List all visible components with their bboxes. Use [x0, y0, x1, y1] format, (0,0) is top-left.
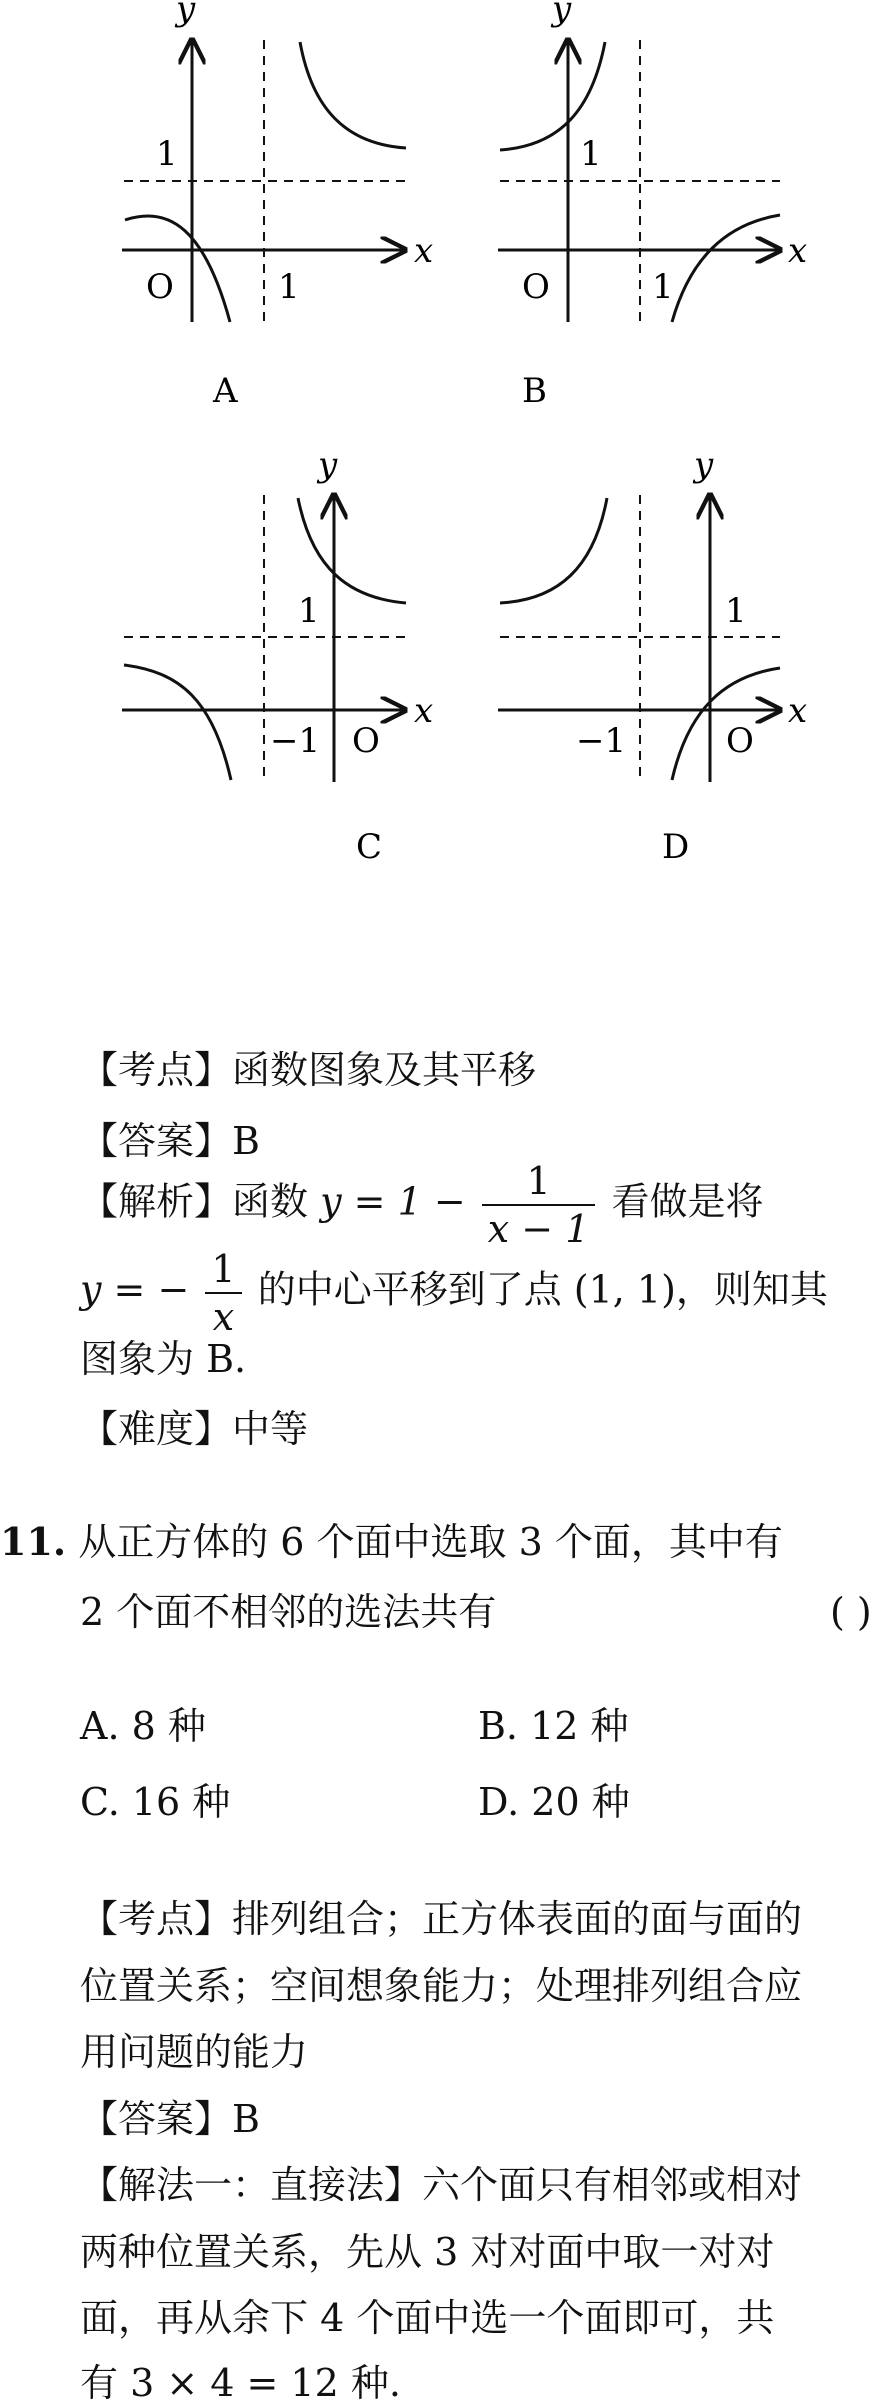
analysis-text: 的中心平移到了点 (1, 1)，则知其 — [257, 1267, 828, 1312]
answer-tag: 【答案】 — [80, 1119, 233, 1163]
graph-d-xtick: −1 — [576, 721, 627, 761]
graph-d-label: D — [662, 827, 690, 867]
graph-a-origin: O — [146, 267, 174, 307]
graph-a-one: 1 — [156, 134, 178, 174]
method-tag: 【解法一：直接法】 — [80, 2163, 423, 2207]
q11-method-line2: 两种位置关系，先从 3 对对面中取一对对 — [80, 2230, 775, 2274]
kaodian-tag: 【考点】 — [80, 1897, 233, 1941]
graph-b-xlabel: x — [788, 231, 808, 271]
question-text: 从正方体的 6 个面中选取 3 个面，其中有 — [78, 1520, 783, 1564]
graph-d-xlabel: x — [788, 691, 808, 731]
answer-text: B — [232, 1119, 260, 1163]
graph-c-xlabel: x — [414, 691, 434, 731]
kaodian-tag: 【考点】 — [80, 1048, 233, 1092]
difficulty-tag: 【难度】 — [80, 1407, 233, 1451]
question-number: 11. — [0, 1519, 67, 1564]
analysis-fraction — [482, 1159, 596, 1251]
curve-left — [125, 216, 230, 322]
option-c: C. 16 种 — [80, 1780, 231, 1824]
option-d: D. 20 种 — [478, 1780, 630, 1824]
q11-kaodian-line2: 位置关系；空间想象能力；处理排列组合应 — [80, 1964, 803, 2008]
graph-c-xtick: −1 — [270, 721, 321, 761]
q11-stem-line2: 2 个面不相邻的选法共有 — [80, 1590, 497, 1634]
analysis-equation: y = 1 − — [320, 1179, 466, 1224]
kaodian-text: 排列组合；正方体表面的面与面的 — [232, 1897, 803, 1941]
graph-c-ylabel: y — [318, 445, 338, 485]
answer-tag: 【答案】 — [80, 2097, 233, 2141]
option-a: A. 8 种 — [80, 1704, 206, 1748]
graph-c-origin: O — [352, 721, 380, 761]
q10-difficulty — [80, 1407, 309, 1451]
graph-b-one: 1 — [580, 134, 602, 174]
method-text: 六个面只有相邻或相对 — [422, 2163, 803, 2207]
graph-b-label: B — [522, 371, 547, 411]
analysis-equation: y = − — [80, 1267, 190, 1312]
q10-analysis-line2 — [80, 1247, 828, 1339]
analysis-tag: 【解析】 — [80, 1179, 233, 1224]
graph-a-ylabel: y — [176, 0, 196, 29]
graph-c-one: 1 — [298, 591, 320, 631]
graph-d-ylabel: y — [694, 445, 714, 485]
kaodian-text: 函数图象及其平移 — [232, 1048, 537, 1092]
q11-method-line1 — [80, 2163, 803, 2207]
analysis-text: 看做是将 — [611, 1179, 764, 1224]
curve-right — [300, 42, 406, 148]
difficulty-text: 中等 — [232, 1407, 309, 1451]
graph-b-origin: O — [522, 267, 550, 307]
q11-kaodian-line3: 用问题的能力 — [80, 2030, 309, 2074]
q10-analysis-line1 — [80, 1159, 764, 1251]
analysis-text: 函数 — [232, 1179, 309, 1224]
graph-a-label: A — [213, 371, 238, 411]
analysis-fraction — [205, 1247, 241, 1339]
graph-b-xtick: 1 — [652, 267, 674, 307]
answer-blank: ( ) — [830, 1590, 872, 1634]
fraction-denominator: x — [205, 1292, 241, 1336]
q11-kaodian-line1 — [80, 1897, 803, 1941]
graph-b-ylabel: y — [552, 0, 572, 29]
q11-answer — [80, 2097, 260, 2141]
q10-analysis-line3: 图象为 B. — [80, 1337, 247, 1381]
option-b: B. 12 种 — [478, 1704, 629, 1748]
graphs-area — [0, 0, 879, 900]
q10-kaodian — [80, 1048, 537, 1092]
fraction-numerator: 1 — [526, 1159, 551, 1203]
q11-method-line4: 有 3 × 4 = 12 种. — [80, 2361, 401, 2405]
q10-answer — [80, 1119, 260, 1163]
fraction-denominator: x − 1 — [482, 1204, 596, 1248]
graph-a-xlabel: x — [414, 231, 434, 271]
q11-stem-line1 — [0, 1519, 783, 1564]
graph-a-xtick: 1 — [278, 267, 300, 307]
graph-d-origin: O — [726, 721, 754, 761]
answer-text: B — [232, 2097, 260, 2141]
q11-method-line3: 面，再从余下 4 个面中选一个面即可，共 — [80, 2296, 775, 2340]
graph-d-one: 1 — [725, 591, 747, 631]
fraction-numerator: 1 — [211, 1247, 236, 1291]
graph-c-label: C — [356, 827, 383, 867]
